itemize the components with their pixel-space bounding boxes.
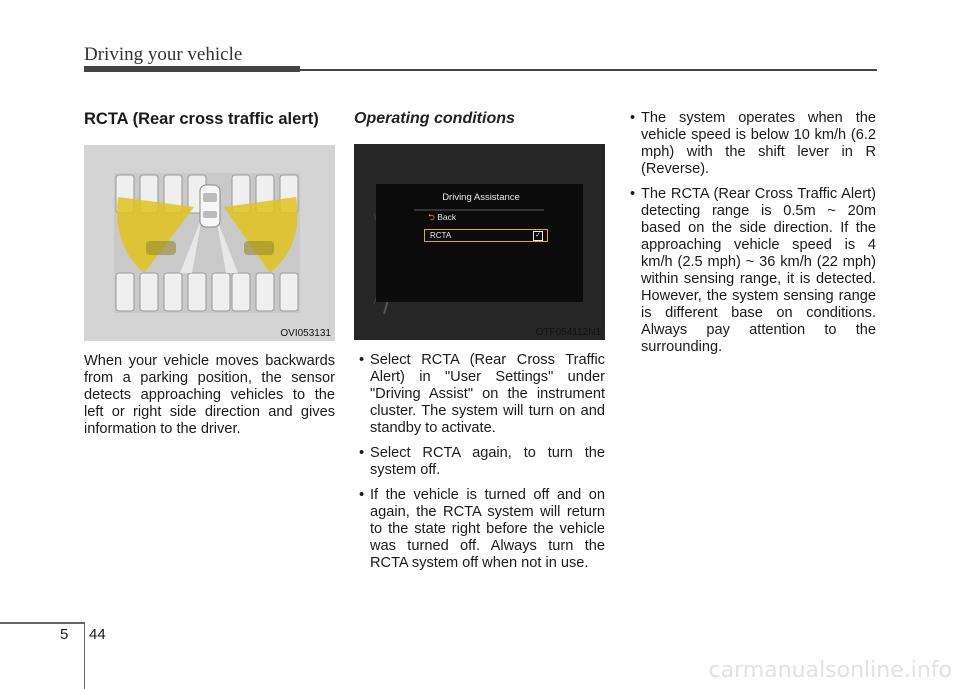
section-description: When your vehicle moves backwards from a parking position, the sensor detects approaching vehicles to the left or right side direction and gives information to the driver. (84, 353, 335, 437)
parking-lot-illustration (84, 145, 335, 341)
rcta-parking-figure (84, 145, 335, 341)
back-label: Back (437, 212, 457, 222)
chapter-number: 5 (60, 626, 69, 643)
back-arrow-icon: ⮌ (428, 212, 435, 222)
cluster-display-illustration (354, 144, 605, 340)
column-middle (354, 110, 605, 580)
column-left (84, 110, 335, 438)
rcta-item-label: RCTA (430, 231, 452, 240)
condition-bullets (625, 110, 876, 356)
page-number: 44 (89, 626, 106, 643)
figure-label: OTF054112N1 (535, 327, 601, 338)
header-rule-thick (84, 66, 300, 72)
footer-rule (0, 622, 84, 624)
operating-conditions-title: Operating conditions (354, 110, 515, 127)
operating-bullets (354, 352, 605, 572)
bullet-item: • The RCTA (Rear Cross Traffic Alert) detecting range is 0.5m ~ 20m based on the side direction. If the approaching vehicle speed is 4 km/h (2.5 mph) ~ 36 km/h (22 mph) within sensing range, it is detected. However, the system sensing range is different base on conditions. Always pay attention to the surrounding. (625, 186, 876, 356)
section-title: RCTA (Rear cross traffic alert) (84, 110, 319, 128)
column-right (625, 110, 876, 364)
header-title: Driving your vehicle (84, 44, 243, 65)
screen-back-item (428, 212, 456, 226)
bullet-item: • The system operates when the vehicle speed is below 10 km/h (6.2 mph) with the shift lever in R (Reverse). (625, 110, 876, 178)
bullet-item: • Select RCTA (Rear Cross Traffic Alert) in "User Settings" under "Driving Assist" on the instrument cluster. The system will turn on and standby to activate. (354, 352, 605, 437)
watermark: carmanualsonline.info (708, 658, 952, 683)
bullet-item: • Select RCTA again, to turn the system off. (354, 445, 605, 479)
footer-divider (84, 622, 85, 689)
checkbox-checked-icon: ✓ (533, 231, 543, 241)
own-vehicle (200, 185, 220, 227)
screen-rcta-item (424, 229, 548, 242)
screen-title: Driving Assistance (442, 192, 520, 203)
header-rule-thin (300, 69, 877, 71)
figure-label: OVI053131 (280, 328, 331, 339)
bullet-item: • If the vehicle is turned off and on again, the RCTA system will return to the state right before the vehicle was turned off. Always turn the RCTA system off when not in use. (354, 487, 605, 572)
cluster-display-figure (354, 144, 605, 340)
